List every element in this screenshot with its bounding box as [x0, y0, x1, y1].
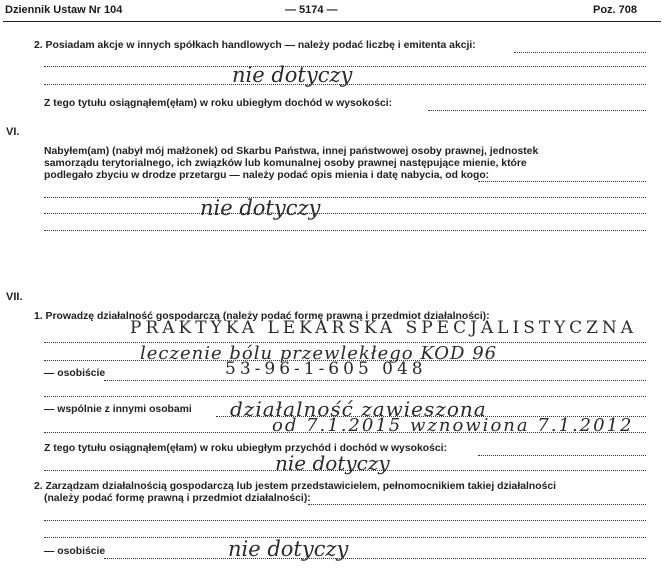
handwritten-business-line2: leczenie bólu przewlekłego KOD 96: [140, 343, 498, 364]
shares-question: 2. Posiadam akcje w innych spółkach handlowych — należy podać liczbę i emitenta akcji:: [34, 40, 476, 51]
handwritten-business-line1: PRAKTYKA LEKARSKA SPECJALISTYCZNA: [130, 318, 638, 338]
answer-line: [104, 380, 646, 381]
section-vi-text-line1: Nabyłem(am) (nabył mój małżonek) od Skarbu Państwa, innej państwowej osoby prawnej, jednostek: [44, 146, 539, 157]
answer-line: [478, 455, 646, 456]
section-vi-number: VI.: [6, 126, 20, 138]
answer-line: [104, 558, 646, 559]
handwritten-business-line3: 53-96-1-605 048: [225, 359, 427, 379]
answer-line: [308, 504, 646, 505]
personal-label: — osobiście: [44, 368, 106, 379]
answer-line: [514, 52, 646, 53]
answer-line: [44, 197, 646, 198]
section-vi-text-line3: podlegało zbyciu w drodze przetargu — należy podać opis mienia i datę nabycia, od kogo:: [44, 170, 490, 181]
handwritten-answer: nie dotyczy: [228, 537, 349, 561]
handwritten-answer: nie dotyczy: [275, 451, 390, 475]
shares-income-question: Z tego tytułu osiągnąłem(ęłam) w roku ubiegłym dochód w wysokości:: [44, 98, 393, 109]
answer-line: [44, 213, 646, 214]
business-question: 1. Prowadzę działalność gospodarczą (należy podać formę prawną i przedmiot działalności):: [34, 311, 490, 322]
answer-line: [44, 520, 646, 521]
answer-line: [44, 432, 646, 433]
answer-line: [44, 230, 646, 231]
section-vii-number: VII.: [6, 291, 23, 303]
management-personal-label: — osobiście: [44, 546, 106, 557]
jointly-label: — wspólnie z innymi osobami: [44, 404, 192, 415]
answer-line: [428, 110, 646, 111]
handwritten-jointly-line2: od 7.1.2015 wznowiona 7.1.2012: [272, 415, 634, 436]
management-question-line2: (należy podać formę prawną i przedmiot działalności):: [44, 493, 311, 504]
handwritten-jointly-line1: działalność zawieszona: [230, 397, 487, 421]
business-income-question: Z tego tytułu osiągnąłem(ęłam) w roku ubiegłym przychód i dochód w wysokości:: [44, 443, 447, 454]
header-rule: [3, 21, 661, 22]
handwritten-answer: nie dotyczy: [232, 63, 353, 87]
answer-line: [478, 181, 646, 182]
section-vi-text-line2: samorządu terytorialnego, ich związków lub komunalnej osoby prawnej następujące mienie, które: [44, 158, 527, 169]
page-number: — 5174 —: [285, 4, 338, 16]
position-number: Poz. 708: [593, 4, 638, 16]
management-question-line1: 2. Zarządzam działalnością gospodarczą lub jestem przedstawicielem, pełnomocnikiem takiej działalności: [34, 481, 557, 492]
handwritten-answer: nie dotyczy: [200, 196, 321, 220]
journal-title: Dziennik Ustaw Nr 104: [5, 4, 123, 16]
